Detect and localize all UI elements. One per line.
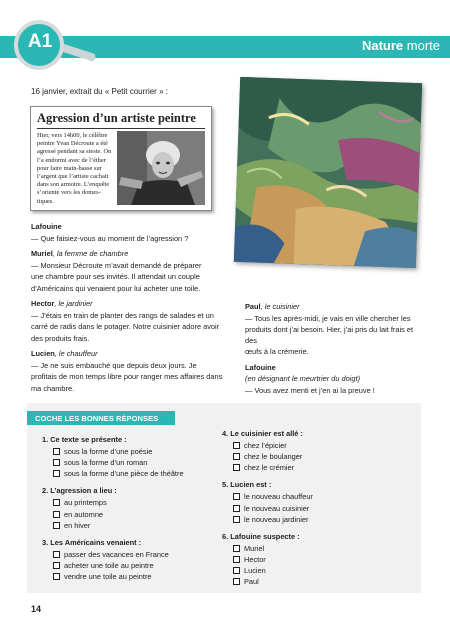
dialogue-block: Lafouine — Que faisiez-vous au moment de l’agression ? bbox=[31, 222, 189, 243]
option[interactable]: vendre une toile au peintre bbox=[53, 572, 217, 581]
clipping-photo bbox=[117, 131, 205, 205]
page-title: Nature morte bbox=[361, 38, 440, 53]
clipping-title: Agression d’un artiste peintre bbox=[37, 111, 196, 125]
option[interactable]: Muriel bbox=[233, 544, 412, 553]
checkbox-icon[interactable] bbox=[53, 522, 60, 529]
level-badge: A1 bbox=[27, 31, 53, 52]
questions-right bbox=[222, 429, 412, 594]
option[interactable]: passer des vacances en France bbox=[53, 550, 217, 559]
option[interactable]: acheter une toile au peintre bbox=[53, 561, 217, 570]
checkbox-icon[interactable] bbox=[233, 442, 240, 449]
checkbox-icon[interactable] bbox=[233, 567, 240, 574]
option[interactable]: Hector bbox=[233, 555, 412, 564]
checkbox-icon[interactable] bbox=[53, 511, 60, 518]
checkbox-icon[interactable] bbox=[53, 499, 60, 506]
checkbox-icon[interactable] bbox=[233, 493, 240, 500]
question-1: 1. Ce texte se présente : sous la forme d’une poésie sous la forme d’un roman sous la forme d’une pièce de théâtre bbox=[42, 435, 217, 478]
checkbox-icon[interactable] bbox=[233, 578, 240, 585]
painting-image bbox=[234, 77, 422, 268]
questions-left bbox=[42, 435, 217, 589]
question-6: 6. Lafouine suspecte : Muriel Hector Lucien Paul bbox=[222, 532, 412, 587]
option[interactable]: Lucien bbox=[233, 566, 412, 575]
checkbox-icon[interactable] bbox=[233, 545, 240, 552]
checkbox-icon[interactable] bbox=[53, 448, 60, 455]
option[interactable]: le nouveau cuisinier bbox=[233, 504, 412, 513]
checkbox-icon[interactable] bbox=[53, 562, 60, 569]
dialogue-block: Muriel, la femme de chambre — Monsieur Décroute m’avait demandé de préparer une chambre pour ses invités. Il attendait un couple d’Américains qui venaient pour lui acheter une toile. bbox=[31, 249, 202, 293]
dialogue-left bbox=[31, 222, 229, 399]
exercise-banner: COCHE LES BONNES RÉPONSES bbox=[27, 411, 175, 425]
checkbox-icon[interactable] bbox=[53, 459, 60, 466]
question-4: 4. Le cuisinier est allé : chez l’épicier chez le boulanger chez le crémier bbox=[222, 429, 412, 472]
option[interactable]: sous la forme d’une pièce de théâtre bbox=[53, 469, 217, 478]
checkbox-icon[interactable] bbox=[233, 464, 240, 471]
question-5: 5. Lucien est : le nouveau chauffeur le nouveau cuisinier le nouveau jardinier bbox=[222, 480, 412, 523]
option[interactable]: sous la forme d’un roman bbox=[53, 458, 217, 467]
checkbox-icon[interactable] bbox=[233, 516, 240, 523]
dialogue-block: Hector, le jardinier — J’étais en train de planter des rangs de salades et un carré de radis dans le potager. Notre cuisinier adore avoir des produits frais. bbox=[31, 299, 220, 343]
option[interactable]: chez le crémier bbox=[233, 463, 412, 472]
dialogue-block: Lafouine (en désignant le meurtrier du doigt) — Vous avez menti et j’en ai la preuve ! bbox=[245, 362, 375, 395]
option[interactable]: chez l’épicier bbox=[233, 441, 412, 450]
newspaper-clipping bbox=[30, 106, 212, 211]
checkbox-icon[interactable] bbox=[53, 470, 60, 477]
page-number: 14 bbox=[31, 604, 42, 614]
option[interactable]: en hiver bbox=[53, 521, 217, 530]
checkbox-icon[interactable] bbox=[233, 505, 240, 512]
magnifier-icon bbox=[14, 20, 70, 76]
clipping-text: Hier, vers 14h00, le célèbre peintre Yvan Décroute a été agressé pendant sa sieste. On l’a endormi avec de l’éther pour faire main-basse sur l’argent que l’artiste cachait dans son armoire. L’enquête s’oriente vers les domes- tiques. bbox=[37, 132, 112, 205]
option[interactable]: au printemps bbox=[53, 498, 217, 507]
checkbox-icon[interactable] bbox=[53, 551, 60, 558]
option[interactable]: en automne bbox=[53, 510, 217, 519]
intro-text: 16 janvier, extrait du « Petit courrier » : bbox=[31, 87, 168, 96]
exercise-panel bbox=[27, 403, 421, 593]
checkbox-icon[interactable] bbox=[53, 573, 60, 580]
checkbox-icon[interactable] bbox=[233, 556, 240, 563]
checkbox-icon[interactable] bbox=[233, 453, 240, 460]
question-2: 2. L’agression a lieu : au printemps en automne en hiver bbox=[42, 486, 217, 529]
option[interactable]: le nouveau jardinier bbox=[233, 515, 412, 524]
question-3: 3. Les Américains venaient : passer des vacances en France acheter une toile au peintre vendre une toile au peintre bbox=[42, 538, 217, 581]
option[interactable]: le nouveau chauffeur bbox=[233, 492, 412, 501]
option[interactable]: sous la forme d’une poésie bbox=[53, 447, 217, 456]
dialogue-right bbox=[245, 302, 423, 401]
dialogue-block: Paul, le cuisinier — Tous les après-midi, je vais en ville chercher les produits dont j’ai besoin. Hier, j’ai pris du lait frais et des œufs à la crémerie. bbox=[245, 302, 414, 356]
dialogue-block: Lucien, le chauffeur — Je ne suis embauché que depuis deux jours. Je profitais de mon temps libre pour ranger mes affaires dans ma chambre. bbox=[31, 349, 223, 393]
option[interactable]: chez le boulanger bbox=[233, 452, 412, 461]
option[interactable]: Paul bbox=[233, 577, 412, 586]
